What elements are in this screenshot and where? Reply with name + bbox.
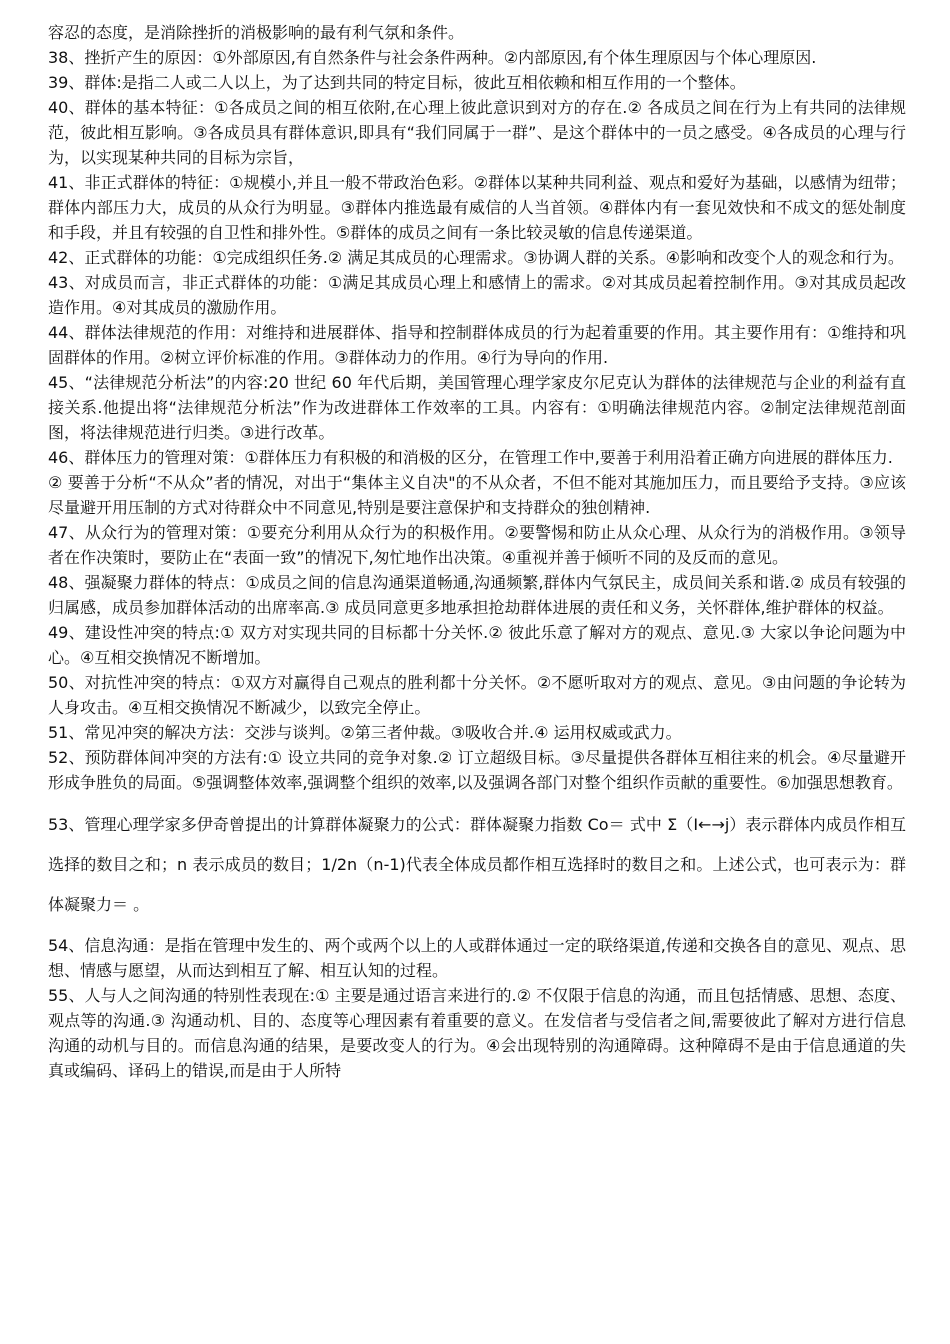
item-38: 38、挫折产生的原因：①外部原因,有自然条件与社会条件两种。②内部原因,有个体生理原因与个体心理原因. bbox=[48, 48, 817, 67]
item-53: 53、管理心理学家多伊奇曾提出的计算群体凝聚力的公式：群体凝聚力指数 Co＝ 式中 Σ（I←→j）表示群体内成员作相互选择的数目之和；n 表示成员的数目；1/2n（n-1)代表全体成员都作相互选择时的数目之和。上述公式，也可表示为：群体凝聚力＝ 。 bbox=[48, 815, 906, 914]
item-42: 42、正式群体的功能：①完成组织任务.② 满足其成员的心理需求。③协调人群的关系。④影响和改变个人的观念和行为。 bbox=[48, 248, 904, 267]
item-48: 48、强凝聚力群体的特点：①成员之间的信息沟通渠道畅通,沟通频繁,群体内气氛民主，成员间关系和谐.② 成员有较强的归属感，成员参加群体活动的出席率高.③ 成员同意更多地承担抢劫群体进展的责任和义务，关怀群体,维护群体的权益。 bbox=[48, 573, 906, 617]
paragraph-intro: 容忍的态度，是消除挫折的消极影响的最有利气氛和条件。 bbox=[48, 23, 465, 42]
item-52: 52、预防群体间冲突的方法有:① 设立共同的竞争对象.② 订立超级目标。③尽量提供各群体互相往来的机会。④尽量避开形成争胜负的局面。⑤强调整体效率,强调整个组织的效率,以及强调各部门对整个组织作贡献的重要性。⑥加强思想教育。 bbox=[48, 748, 906, 792]
item-46: 46、群体压力的管理对策：①群体压力有积极的和消极的区分，在管理工作中,要善于利用沿着正确方向进展的群体压力. bbox=[48, 448, 893, 467]
item-39: 39、群体:是指二人或二人以上，为了达到共同的特定目标，彼此互相依赖和相互作用的一个整体。 bbox=[48, 73, 746, 92]
item-50: 50、对抗性冲突的特点：①双方对赢得自己观点的胜利都十分关怀。②不愿听取对方的观点、意见。③由问题的争论转为人身攻击。④互相交换情况不断减少，以致完全停止。 bbox=[48, 673, 906, 717]
item-44: 44、群体法律规范的作用：对维持和进展群体、指导和控制群体成员的行为起着重要的作用。其主要作用有：①维持和巩固群体的作用。②树立评价标准的作用。③群体动力的作用。④行为导向的作用. bbox=[48, 323, 906, 367]
item-43: 43、对成员而言，非正式群体的功能：①满足其成员心理上和感情上的需求。②对其成员起着控制作用。③对其成员起改造作用。④对其成员的激励作用。 bbox=[48, 273, 906, 317]
item-41: 41、非正式群体的特征：①规模小,并且一般不带政治色彩。②群体以某种共同利益、观点和爱好为基础，以感情为纽带；群体内部压力大，成员的从众行为明显。③群体内推选最有威信的人当首领。④群体内有一套见效快和不成文的惩处制度和手段，并且有较强的自卫性和排外性。⑤群体的成员之间有一条比较灵敏的信息传递渠道。 bbox=[48, 173, 906, 242]
item-51: 51、常见冲突的解决方法：交涉与谈判。②第三者仲裁。③吸收合并.④ 运用权威或武力。 bbox=[48, 723, 682, 742]
item-54: 54、信息沟通：是指在管理中发生的、两个或两个以上的人或群体通过一定的联络渠道,传递和交换各自的意见、观点、思想、情感与愿望，从而达到相互了解、相互认知的过程。 bbox=[48, 936, 906, 980]
item-40: 40、群体的基本特征：①各成员之间的相互依附,在心理上彼此意识到对方的存在.② 各成员之间在行为上有共同的法律规范，彼此相互影响。③各成员具有群体意识,即具有“我们同属于一群”、是这个群体中的一员之感受。④各成员的心理与行为，以实现某种共同的目标为宗旨， bbox=[48, 98, 906, 167]
item-49: 49、建设性冲突的特点:① 双方对实现共同的目标都十分关怀.② 彼此乐意了解对方的观点、意见.③ 大家以争论问题为中心。④互相交换情况不断增加。 bbox=[48, 623, 906, 667]
item-46-continued: ② 要善于分析“不从众”者的情况，对出于“集体主义自决"的不从众者，不但不能对其施加压力，而且要给予支持。③应该尽量避开用压制的方式对待群众中不同意见,特别是要注意保护和支持群众的独创精神. bbox=[48, 473, 906, 517]
document-body bbox=[48, 20, 906, 1083]
item-45: 45、“法律规范分析法”的内容:20 世纪 60 年代后期，美国管理心理学家皮尔尼克认为群体的法律规范与企业的利益有直接关系.他提出将“法律规范分析法”作为改进群体工作效率的工具。内容有：①明确法律规范内容。②制定法律规范剖面图，将法律规范进行归类。③进行改革。 bbox=[48, 373, 906, 442]
item-55: 55、人与人之间沟通的特别性表现在:① 主要是通过语言来进行的.② 不仅限于信息的沟通，而且包括情感、思想、态度、观点等的沟通.③ 沟通动机、目的、态度等心理因素有着重要的意义。在发信者与受信者之间,需要彼此了解对方进行信息沟通的动机与目的。而信息沟通的结果，是要改变人的行为。④会出现特别的沟通障碍。这种障碍不是由于信息通道的失真或编码、译码上的错误,而是由于人所特 bbox=[48, 986, 906, 1080]
item-47: 47、从众行为的管理对策：①要充分利用从众行为的积极作用。②要警惕和防止从众心理、从众行为的消极作用。③领导者在作决策时，要防止在“表面一致”的情况下,匆忙地作出决策。④重视并善于倾听不同的及反而的意见。 bbox=[48, 523, 906, 567]
